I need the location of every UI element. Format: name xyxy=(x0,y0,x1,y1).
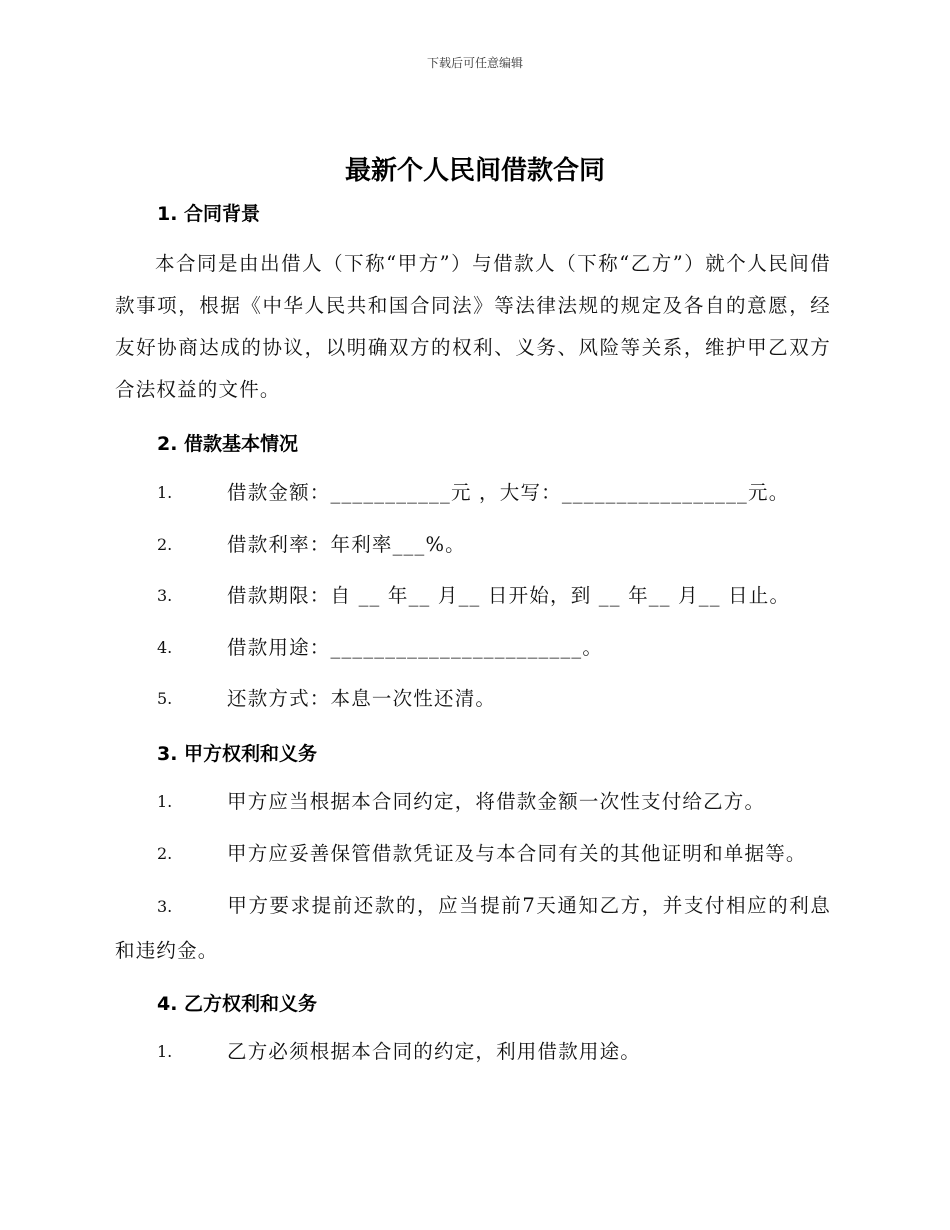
list-item xyxy=(115,884,831,973)
page-header: 下载后可任意编辑 xyxy=(426,56,523,70)
list-text-loan-amount: 借款金额：___________元 ，大写：_________________元。 xyxy=(227,481,790,504)
section-heading-party-b-rights: 4. 乙方权利和义务 xyxy=(157,993,318,1015)
list-number: 5. xyxy=(157,689,173,708)
list-number: 1. xyxy=(157,792,173,811)
list-text-loan-term: 借款期限：自 __ 年__ 月__ 日开始，到 __ 年__ 月__ 日止。 xyxy=(227,584,791,607)
section-heading-party-a-rights: 3. 甲方权利和义务 xyxy=(157,743,318,765)
list-text-loan-purpose: 借款用途：_______________________。 xyxy=(227,636,604,659)
list-number: 1. xyxy=(157,483,173,502)
list-text: 甲方要求提前还款的，应当提前7天通知乙方，并支付相应的利息和违约金。 xyxy=(115,894,831,962)
list-text: 甲方应妥善保管借款凭证及与本合同有关的其他证明和单据等。 xyxy=(227,842,807,865)
document-title: 最新个人民间借款合同 xyxy=(344,156,605,186)
list-number: 2. xyxy=(157,844,173,863)
section-heading-contract-background: 1. 合同背景 xyxy=(157,203,261,225)
list-text-repayment-method: 还款方式：本息一次性还清。 xyxy=(227,687,497,710)
list-number: 3. xyxy=(157,586,173,605)
list-number: 3. xyxy=(157,897,173,916)
section-paragraph-contract-background: 本合同是由出借人（下称“甲方”）与借款人（下称“乙方”）就个人民间借款事项，根据《中华人民共和国合同法》等法律法规的规定及各自的意愿，经友好协商达成的协议，以明确双方的权利、义务、风险等关系，维护甲乙双方合法权益的文件。 xyxy=(115,252,831,401)
section-heading-loan-basics: 2. 借款基本情况 xyxy=(157,433,299,455)
list-number: 2. xyxy=(157,535,173,554)
list-number: 1. xyxy=(157,1042,173,1061)
list-text: 乙方必须根据本合同的约定，利用借款用途。 xyxy=(227,1040,642,1063)
list-text-interest-rate: 借款利率：年利率___%。 xyxy=(227,533,466,556)
list-number: 4. xyxy=(157,638,173,657)
list-text: 甲方应当根据本合同约定，将借款金额一次性支付给乙方。 xyxy=(227,790,766,813)
